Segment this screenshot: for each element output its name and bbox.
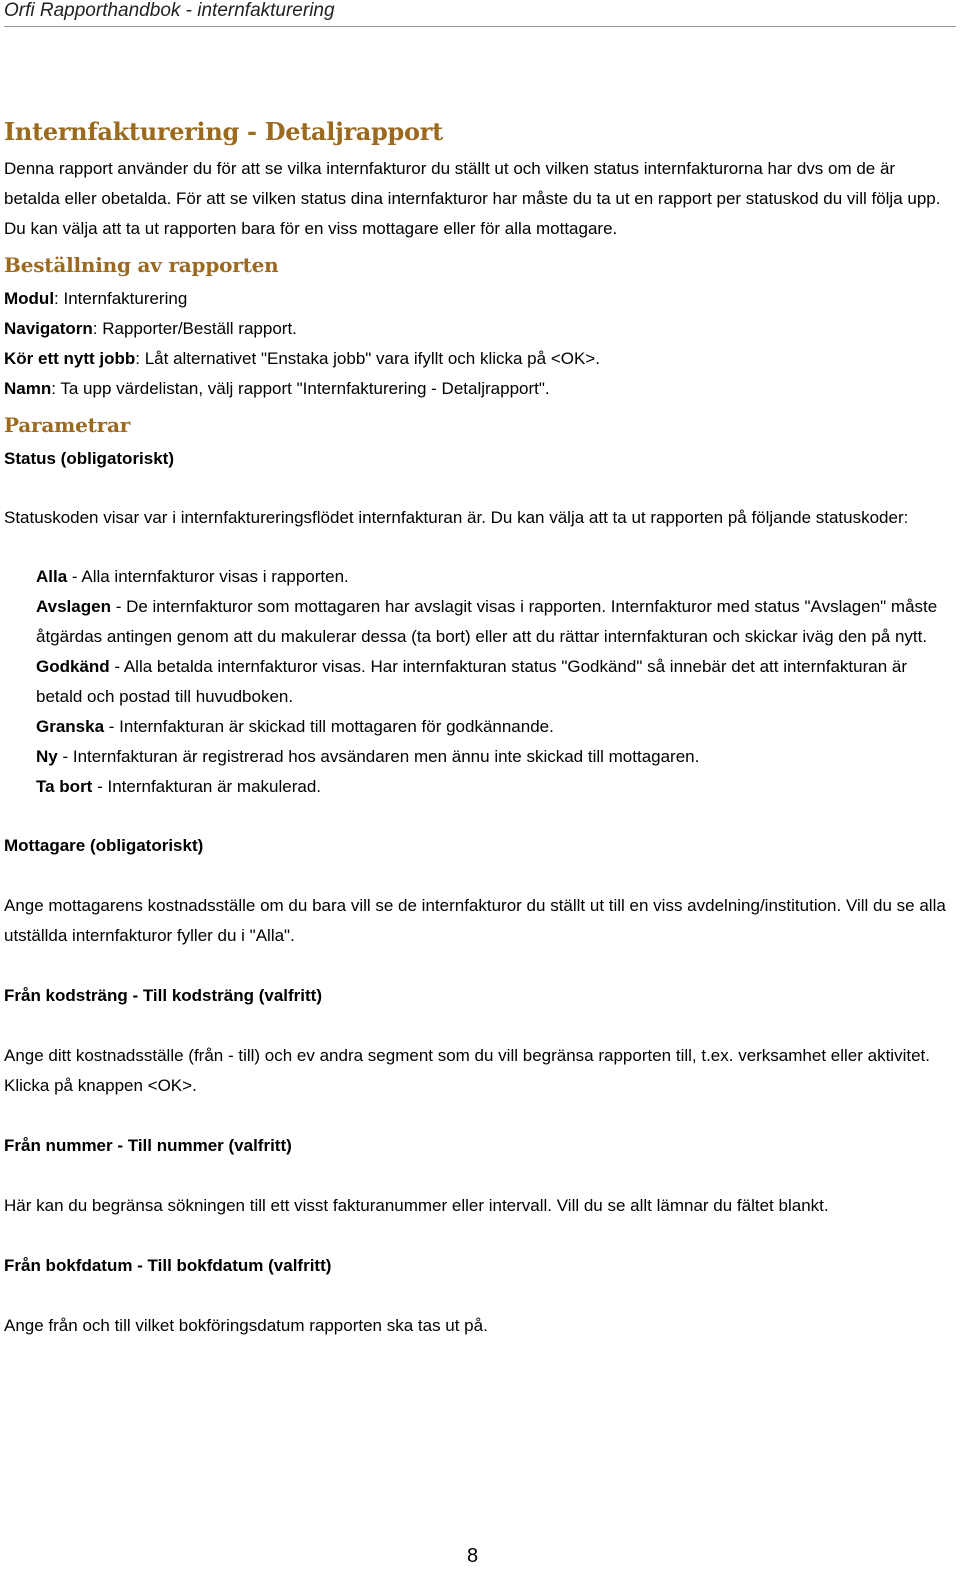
ordering-line-run-job <box>4 344 949 374</box>
ordering-label: Kör ett nytt jobb <box>4 349 136 368</box>
page-title: Internfakturering - Detaljrapport <box>4 117 443 146</box>
status-code-item-alla <box>36 562 949 592</box>
status-code-item-ny <box>36 742 949 772</box>
ordering-line-module <box>4 284 949 314</box>
number-param-description: Här kan du begränsa sökningen till ett visst fakturanummer eller intervall. Vill du se allt lämnar du fältet blankt. <box>4 1196 829 1215</box>
recipient-param-description: Ange mottagarens kostnadsställe om du bara vill se de internfakturor du ställt ut till en viss avdelning/institution. Vill du se alla utställda internfakturor fyller du i "Alla". <box>4 896 946 945</box>
number-param-title: Från nummer - Till nummer (valfritt) <box>4 1136 292 1155</box>
ordering-text: : Ta upp värdelistan, välj rapport "Internfakturering - Detaljrapport". <box>51 379 550 398</box>
ordering-text: : Låt alternativet "Enstaka jobb" vara ifyllt och klicka på <OK>. <box>135 349 600 368</box>
status-code: Ta bort <box>36 777 93 796</box>
ordering-line-navigator <box>4 314 949 344</box>
status-code: Godkänd <box>36 657 110 676</box>
ordering-label: Namn <box>4 379 52 398</box>
status-code: Granska <box>36 717 105 736</box>
bookdate-param-title: Från bokfdatum - Till bokfdatum (valfritt) <box>4 1256 332 1275</box>
ordering-text: : Rapporter/Beställ rapport. <box>92 319 297 338</box>
ordering-label: Navigatorn <box>4 319 93 338</box>
parameters-heading: Parametrar <box>4 413 131 437</box>
ordering-label: Modul <box>4 289 55 308</box>
status-code-item-ta-bort <box>36 772 949 802</box>
status-code: Avslagen <box>36 597 111 616</box>
status-param-description: Statuskoden visar var i internfaktureringsflödet internfakturan är. Du kan välja att ta ut rapporten på följande statuskoder: <box>4 508 909 527</box>
ordering-line-name <box>4 374 949 404</box>
intro-paragraph: Denna rapport använder du för att se vilka internfakturor du ställt ut och vilken status internfakturorna har dvs om de är betalda eller obetalda. För att se vilken status dina internfakturor har måste du ta ut en rapport per statuskod du vill följa upp. Du kan välja att ta ut rapporten bara för en viss mottagare eller för alla mottagare. <box>4 159 941 238</box>
status-code: Alla <box>36 567 68 586</box>
status-code-item-godkand <box>36 652 949 712</box>
codestring-param-title: Från kodsträng - Till kodsträng (valfritt) <box>4 986 322 1005</box>
status-code-text: - Internfakturan är makulerad. <box>92 777 322 796</box>
status-code-text: - Internfakturan är skickad till mottagaren för godkännande. <box>104 717 554 736</box>
ordering-heading: Beställning av rapporten <box>4 253 279 277</box>
status-code-item-avslagen <box>36 592 949 652</box>
page-number: 8 <box>466 1545 479 1567</box>
recipient-param-title: Mottagare (obligatoriskt) <box>4 836 204 855</box>
status-code-text: - Alla internfakturor visas i rapporten. <box>67 567 349 586</box>
status-param-title: Status (obligatoriskt) <box>4 449 175 468</box>
status-code-item-granska <box>36 712 949 742</box>
ordering-text: : Internfakturering <box>54 289 188 308</box>
status-code-text: - De internfakturor som mottagaren har avslagit visas i rapporten. Internfakturor med status "Avslagen" måste åtgärdas antingen genom att du makulerar dessa (ta bort) eller att du rättar internfakturan och skickar iväg den på nytt. <box>36 597 938 646</box>
bookdate-param-description: Ange från och till vilket bokföringsdatum rapporten ska tas ut på. <box>4 1316 488 1335</box>
status-code: Ny <box>36 747 58 766</box>
status-code-text: - Internfakturan är registrerad hos avsändaren men ännu inte skickad till mottagaren. <box>57 747 700 766</box>
page-content <box>4 116 949 1341</box>
codestring-param-description: Ange ditt kostnadsställe (från - till) och ev andra segment som du vill begränsa rapporten till, t.ex. verksamhet eller aktivitet. Klicka på knappen <OK>. <box>4 1046 930 1095</box>
status-code-list <box>4 562 949 802</box>
running-header: Orfi Rapporthandbok - internfakturering <box>4 0 956 27</box>
status-code-text: - Alla betalda internfakturor visas. Har internfakturan status "Godkänd" så innebär det att internfakturan är betald och postad till huvudboken. <box>36 657 908 706</box>
